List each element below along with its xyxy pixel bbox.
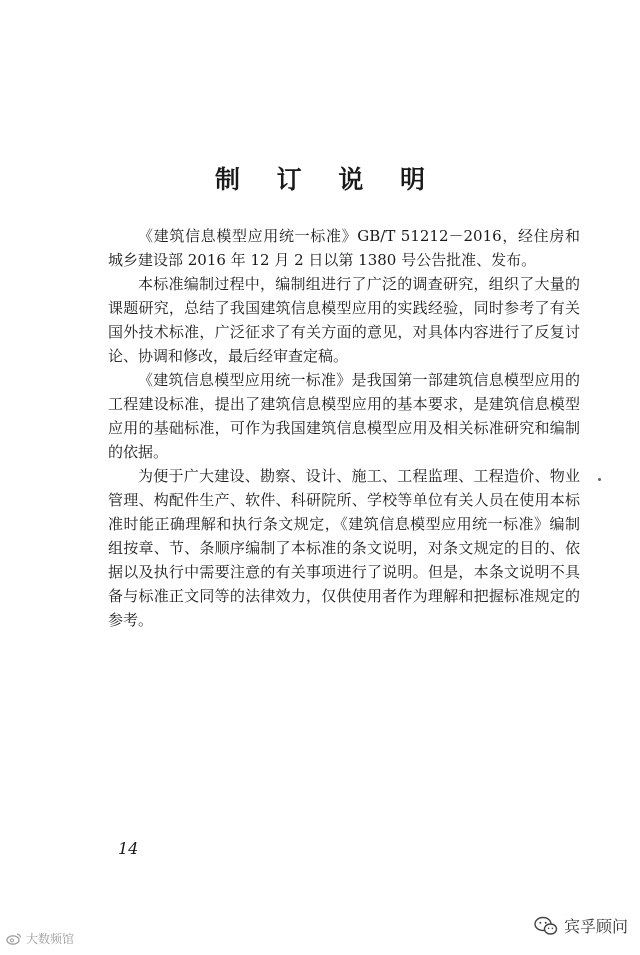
watermark-left-text: 大数频馆	[26, 932, 75, 946]
page-number: 14	[118, 839, 139, 858]
scan-dot	[598, 478, 601, 481]
body-text	[108, 224, 580, 632]
paragraph-1: 《建筑信息模型应用统一标准》GB/T 51212－2016，经住房和城乡建设部 2016 年 12 月 2 日以第 1380 号公告批准、发布。	[108, 227, 580, 269]
paragraph-4: 为便于广大建设、勘察、设计、施工、工程监理、工程造价、物业管理、构配件生产、软件、科研院所、学校等单位有关人员在使用本标准时能正确理解和执行条文规定，《建筑信息模型应用统一标准》编制组按章、节、条顺序编制了本标准的条文说明，对条文规定的目的、依据以及执行中需要注意的有关事项进行了说明。但是，本条文说明不具备与标准正文同等的法律效力，仅供使用者作为理解和把握标准规定的参考。	[108, 467, 580, 629]
wechat-icon	[534, 916, 558, 936]
paragraph-3: 《建筑信息模型应用统一标准》是我国第一部建筑信息模型应用的工程建设标准，提出了建筑信息模型应用的基本要求，是建筑信息模型应用的基础标准，可作为我国建筑信息模型应用及相关标准研究和编制的依据。	[108, 371, 580, 461]
paragraph-2: 本标准编制过程中，编制组进行了广泛的调查研究，组织了大量的课题研究，总结了我国建筑信息模型应用的实践经验，同时参考了有关国外技术标准，广泛征求了有关方面的意见，对具体内容进行了反复讨论、协调和修改，最后经审查定稿。	[108, 275, 580, 365]
page-title: 制 订 说 明	[214, 165, 440, 194]
weibo-icon	[6, 932, 22, 945]
watermark-right-text: 宾孚顾问	[563, 917, 628, 936]
watermark-right	[534, 914, 628, 937]
watermark-left	[6, 930, 74, 947]
